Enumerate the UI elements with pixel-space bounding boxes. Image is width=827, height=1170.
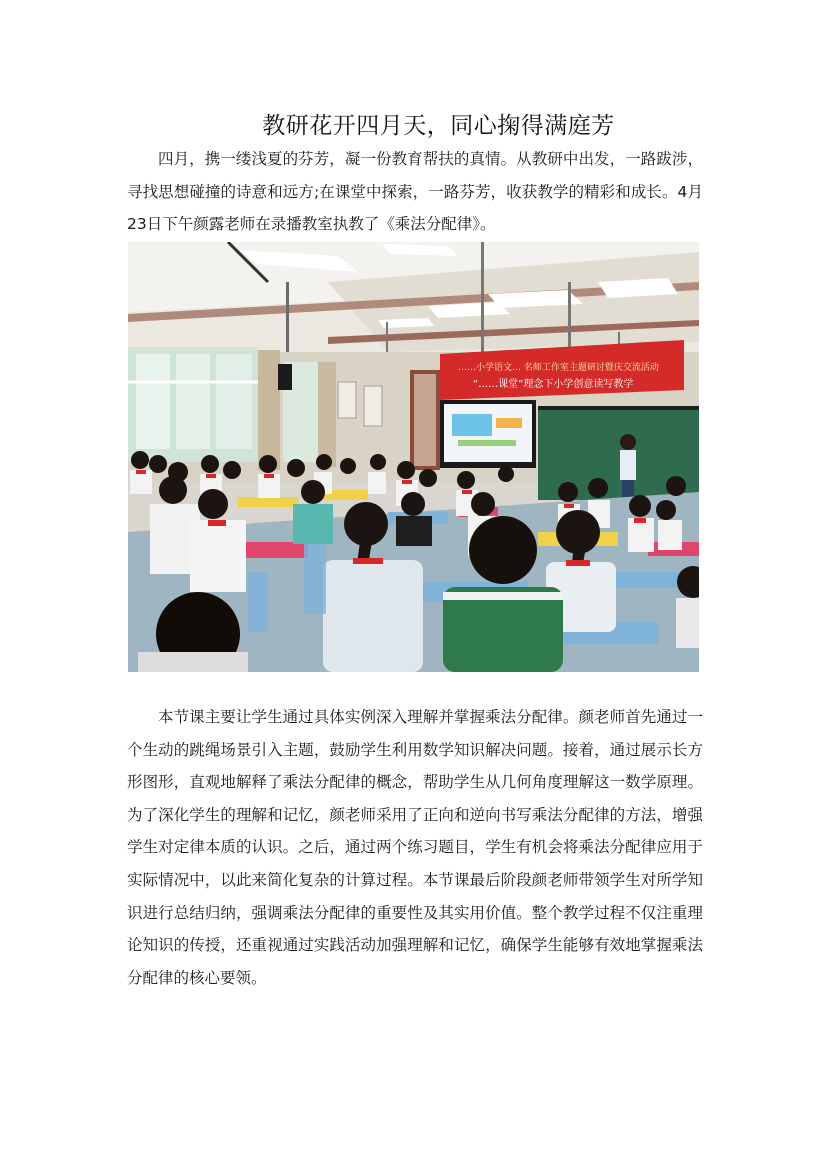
classroom-photo bbox=[128, 242, 699, 672]
banner-line-2: “……课堂”理念下小学创意读写教学 bbox=[473, 379, 634, 390]
page-title: 教研花开四月天，同心掬得满庭芳 bbox=[262, 113, 615, 139]
intro-paragraph: 四月，携一缕浅夏的芬芳，凝一份教育帮扶的真情。从教研中出发，一路跋涉，寻找思想碰撞的诗意和远方;在课堂中探索，一路芬芳，收获教学的精彩和成长。4月23日下午颜露老师在录播教室执教了《乘法分配律》。 bbox=[127, 150, 703, 234]
banner-line-1: ……小学语文… 名师工作室主题研讨暨庆交流活动 bbox=[458, 363, 659, 373]
body-paragraph: 本节课主要让学生通过具体实例深入理解并掌握乘法分配律。颜老师首先通过一个生动的跳绳场景引入主题，鼓励学生利用数学知识解决问题。接着，通过展示长方形图形，直观地解释了乘法分配律的概念，帮助学生从几何角度理解这一数学原理。为了深化学生的理解和记忆，颜老师采用了正向和逆向书写乘法分配律的方法，增强学生对定律本质的认识。之后，通过两个练习题目，学生有机会将乘法分配律应用于实际情况中，以此来简化复杂的计算过程。本节课最后阶段颜老师带领学生对所学知识进行总结归纳，强调乘法分配律的重要性及其实用价值。整个教学过程不仅注重理论知识的传授，还重视通过实践活动加强理解和记忆，确保学生能够有效地掌握乘法分配律的核心要领。 bbox=[127, 708, 703, 987]
